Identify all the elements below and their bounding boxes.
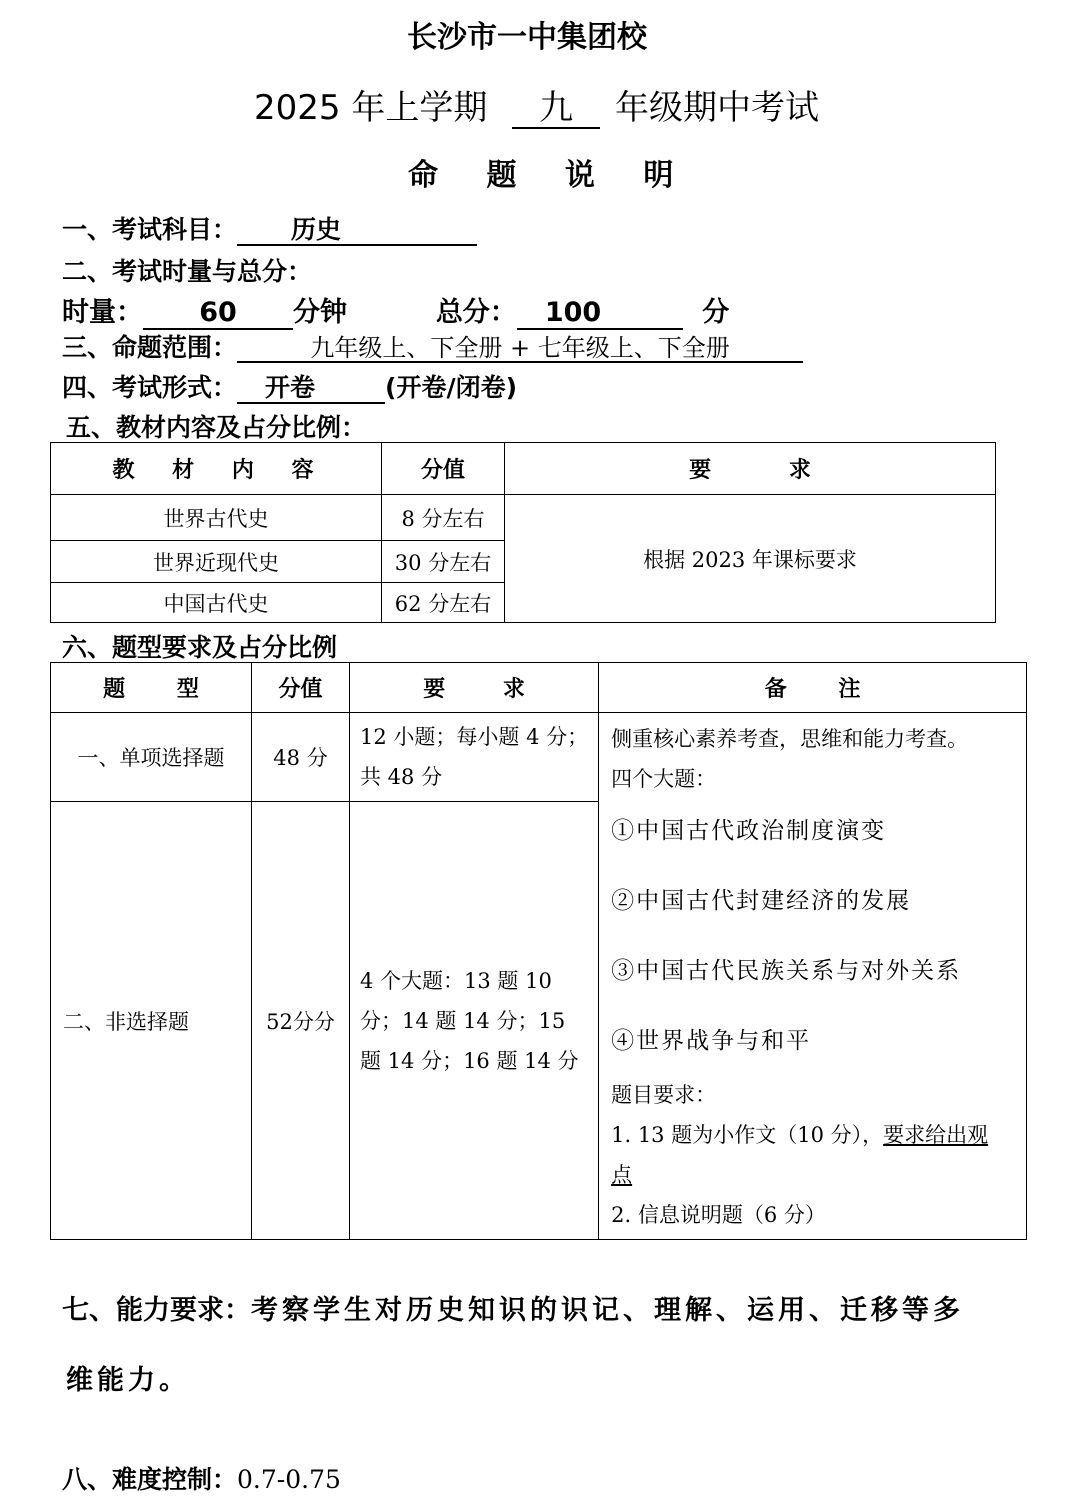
question-requirement-1-cont — [611, 1155, 1014, 1195]
requirement-header: 要 求 — [505, 443, 996, 495]
notes-header: 备 注 — [599, 663, 1027, 713]
school-name: 长沙市一中集团校 — [407, 20, 647, 55]
topic-item: ④世界战争与和平 — [611, 1028, 812, 1054]
scope-value: 九年级上、下全册 + 七年级上、下全册 — [237, 335, 803, 363]
format-note: (开卷/闭卷) — [385, 373, 517, 402]
requirement-line: 12 小题；每小题 4 分； — [360, 725, 589, 749]
score-unit: 分 — [702, 297, 730, 328]
format-value: 开卷 — [237, 374, 385, 404]
content-cell: 世界古代史 — [51, 495, 382, 541]
doc-title: 命 题 说 明 — [408, 158, 682, 193]
time-label: 时量： — [62, 297, 143, 328]
requirement-1-text: 1. 13 题为小作文（10 分）， — [611, 1123, 884, 1147]
score-cell: 48 分 — [252, 713, 350, 802]
section-scope — [62, 328, 803, 364]
type-cell: 一、单项选择题 — [51, 713, 252, 802]
section-format — [62, 368, 517, 404]
requirement-line: 分；14 题 14 分；15 — [360, 1008, 566, 1033]
score-cell: 30 分左右 — [382, 541, 505, 583]
ability-label: 七、能力要求： — [62, 1295, 251, 1326]
topic-item: ①中国古代政治制度演变 — [611, 818, 887, 844]
score-value: 100 — [517, 298, 683, 330]
score-label: 总分： — [435, 297, 517, 328]
score-header: 分值 — [382, 443, 505, 495]
content-cell: 中国古代史 — [51, 583, 382, 623]
difficulty-label: 八、难度控制： — [62, 1465, 238, 1494]
requirement-cell — [350, 713, 599, 802]
notes-line: 四个大题： — [611, 767, 717, 791]
question-requirement-2: 2. 信息说明题（6 分） — [611, 1203, 826, 1227]
time-unit: 分钟 — [293, 297, 347, 328]
notes-line: 侧重核心素养考查，思维和能力考查。 — [611, 727, 969, 751]
question-requirements-title: 题目要求： — [611, 1083, 717, 1107]
exam-title-post: 年级期中考试 — [614, 88, 819, 128]
score-cell: 8 分左右 — [382, 495, 505, 541]
scope-label: 三、命题范围： — [62, 333, 238, 362]
requirement-cell: 根据 2023 年课标要求 — [505, 495, 996, 623]
topic-item: ②中国古代封建经济的发展 — [611, 888, 912, 914]
ability-text: 考察学生对历史知识的识记、理解、运用、迁移等多 — [251, 1295, 964, 1326]
score-cell: 52分分 — [252, 802, 350, 1240]
score-cell: 62 分左右 — [382, 583, 505, 623]
section-subject — [62, 210, 477, 246]
type-header: 题 型 — [51, 663, 252, 713]
difficulty-value: 0.7-0.75 — [237, 1465, 341, 1494]
requirement-header: 要 求 — [350, 663, 599, 713]
requirement-1-emphasis-cont: 点 — [611, 1163, 633, 1187]
question-type-table — [50, 662, 1027, 1240]
score-header: 分值 — [252, 663, 350, 713]
requirement-line: 共 48 分 — [360, 765, 443, 789]
topic-item: ③中国古代民族关系与对外关系 — [611, 958, 962, 984]
subject-value: 历史 — [237, 216, 477, 246]
format-label: 四、考试形式： — [62, 373, 238, 402]
notes-cell — [599, 713, 1027, 1240]
requirement-line: 题 14 分；16 题 14 分 — [360, 1048, 579, 1073]
requirement-line: 4 个大题：13 题 10 — [360, 968, 552, 993]
requirement-cell — [350, 802, 599, 1240]
exam-title — [254, 80, 819, 129]
content-table — [50, 442, 996, 623]
requirement-1-emphasis: 要求给出观 — [883, 1123, 989, 1147]
section-content-ratio: 五、教材内容及占分比例： — [66, 413, 367, 442]
section-ability — [62, 1288, 964, 1327]
content-header: 教 材 内 容 — [51, 443, 382, 495]
subject-label: 一、考试科目： — [62, 215, 238, 244]
time-score-line — [62, 290, 729, 330]
question-requirement-1 — [611, 1115, 1014, 1155]
exam-title-pre: 2025 年上学期 — [254, 88, 488, 128]
grade-value: 九 — [512, 90, 600, 129]
content-cell: 世界近现代史 — [51, 541, 382, 583]
ability-text-cont: 维能力。 — [66, 1365, 190, 1396]
section-question-types: 六、题型要求及占分比例 — [62, 633, 338, 662]
type-cell: 二、非选择题 — [51, 802, 252, 1240]
time-value: 60 — [143, 298, 293, 330]
section-time-score-label: 二、考试时量与总分： — [62, 257, 313, 286]
section-difficulty — [62, 1460, 341, 1496]
